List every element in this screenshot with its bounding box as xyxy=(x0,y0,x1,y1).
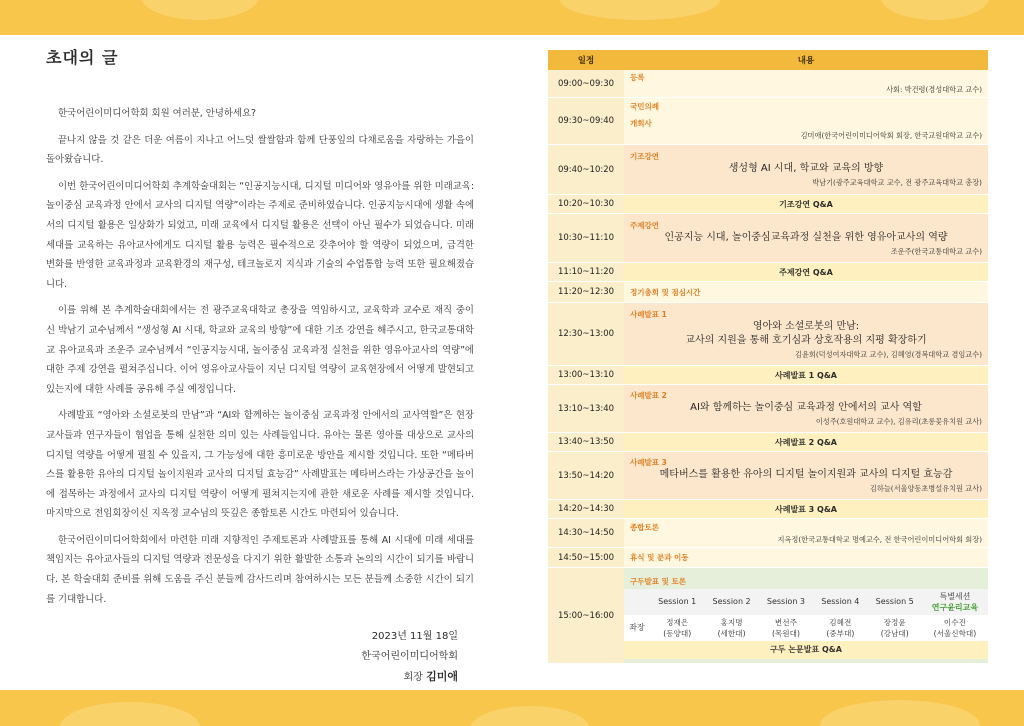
chair-row xyxy=(624,615,988,641)
row-tag: 등록 xyxy=(630,73,645,82)
chair-cell xyxy=(922,615,988,641)
row-time: 14:30~14:50 xyxy=(548,519,624,548)
table-row xyxy=(548,500,988,519)
special-session-label xyxy=(922,589,988,615)
row-presenter: 이성주(호원대학교 교수), 김유리(초롱꽃유치원 교사) xyxy=(815,417,982,426)
session-header-row xyxy=(624,589,988,615)
row-time: 14:20~14:30 xyxy=(548,500,624,519)
chair-cell xyxy=(650,615,704,641)
letter-date: 2023년 11월 18일 xyxy=(371,631,458,643)
row-time: 13:50~14:20 xyxy=(548,452,624,500)
bottom-decor-band xyxy=(0,690,1024,726)
session-label: Session 3 xyxy=(759,589,813,615)
chair-label: 좌장 xyxy=(629,623,645,632)
table-row xyxy=(548,282,988,303)
chair-affiliation: (목원대) xyxy=(771,628,800,638)
row-title: 생성형 AI 시대, 학교와 교육의 방향 xyxy=(728,163,884,174)
row-time: 14:50~15:00 xyxy=(548,548,624,568)
row-time: 15:00~16:00 xyxy=(548,568,624,664)
row-tag: 주제강연 xyxy=(630,220,659,230)
chair-cell xyxy=(759,615,813,641)
row-qa: 구두 논문발표 Q&A xyxy=(770,645,842,654)
row-tag: 기조강연 xyxy=(630,152,659,161)
chair-affiliation: (강남대) xyxy=(880,628,909,638)
document-page xyxy=(0,35,1024,690)
row-time: 09:00~09:30 xyxy=(548,70,624,98)
table-row xyxy=(548,548,988,568)
chair-cell xyxy=(704,615,758,641)
chair-affiliation: (동양대) xyxy=(663,628,692,638)
letter-paragraph: 한국어린이미디어학회에서 마련한 미래 지향적인 주제토론과 사례발표를 통해 AI 시대에 미래 세대를 책임지는 유아교사들의 디지털 역량과 전문성을 다지기 위한 활발한 소통과 논의의 시간이 되기를 바랍니다. 본 학술대회 준비를 위해 도움을 주신 분들께 감사드리며 참여하시는 모든 분들께 소중한 시간이 되기를 기대합니다. xyxy=(46,534,474,605)
chair-name: 변선주 xyxy=(774,617,797,627)
row-presenter: 사회: 박건령(경성대학교 교수) xyxy=(886,85,982,94)
session-label: Session 5 xyxy=(868,589,922,615)
row-time: 13:40~13:50 xyxy=(548,433,624,452)
row-time: 12:30~13:00 xyxy=(548,303,624,366)
table-row xyxy=(548,452,988,500)
row-tag: 사례발표 2 xyxy=(630,391,667,400)
row-tag: 종합토론 xyxy=(630,522,659,532)
chair-name: 김혜전 xyxy=(829,617,852,627)
row-time: 09:30~09:40 xyxy=(548,98,624,145)
session-label: Session 1 xyxy=(650,589,704,615)
special-session-title: 특별세션 xyxy=(939,591,971,601)
letter-paragraph: 끝나지 않을 것 같은 더운 여름이 지나고 어느덧 쌀쌀함과 함께 단풍잎의 다채로움을 자랑하는 가을이 돌아왔습니다. xyxy=(46,134,474,166)
invitation-letter xyxy=(46,45,474,688)
letter-paragraph: 이번 한국어린이미디어학회 추계학술대회는 “인공지능시대, 디지털 미디어와 영유아를 위한 미래교육: 놀이중심 교육과정 안에서 교사의 디지털 역량”이라는 주제로 준비하였습니다. 인공지능시대에 생활 속에서의 디지털 활용은 일상화가 되었고, 미래 교육에서 디지털 활용은 선택이 아닌 필수가 되었습니다. 미래 세대를 교육하는 유아교사에게도 디지털 활용 능력은 필수적으로 갖추어야 할 역량이 되었으며, 급격한 변화를 반영한 교육과정과 교육환경의 재구성, 테크놀로지 지식과 기술의 수업통합 능력 또한 필요해졌습니다. xyxy=(46,180,474,290)
chair-name: 홍지명 xyxy=(720,617,743,627)
table-row xyxy=(548,214,988,263)
row-qa: 사례발표 2 Q&A xyxy=(624,433,988,452)
chair-affiliation: (세한대) xyxy=(717,628,746,638)
chair-cell xyxy=(813,615,867,641)
chair-affiliation: (중부대) xyxy=(826,628,855,638)
chair-affiliation: (서울신학대) xyxy=(933,628,977,638)
table-row xyxy=(548,263,988,282)
header-content: 내용 xyxy=(624,50,988,70)
letter-paragraph: 사례발표 “영아와 소셜로봇의 만남”과 “AI와 함께하는 놀이중심 교육과정 안에서의 교사역할”은 현장 교사들과 연구자들이 협업을 통해 실천한 의미 있는 사례들입니다. 유아는 물론 영아를 대상으로 교사의 디지털 역량을 어떻게 펼칠 수 있을지, 그 가능성에 대한 흥미로운 방안을 제시할 것입니다. 또한 “메타버스를 활용한 유아의 디지털 놀이지원과 교사의 디지털 효능감” 사례발표는 메타버스라는 가상공간을 놀이에 접목하는 과정에서 교사의 디지털 역량이 어떻게 펼쳐지는지에 관한 새로운 사례를 제시할 것입니다. 마지막으로 전임회장이신 지옥정 교수님의 뜻깊은 종합토론 시간도 마련되어 있습니다. xyxy=(46,410,474,520)
chair-name: 장정윤 xyxy=(883,617,906,627)
row-tag: 정기총회 및 점심시간 xyxy=(630,287,701,297)
row-tag: 휴식 및 분과 이동 xyxy=(630,553,689,562)
letter-title: 초대의 글 xyxy=(46,48,119,67)
letter-org: 한국어린이미디어학회 xyxy=(361,651,458,663)
row-time: 10:30~11:10 xyxy=(548,214,624,263)
row-title: 메타버스를 활용한 유아의 디지털 놀이지원과 교사의 디지털 효능감 xyxy=(659,469,953,480)
row-presenter: 김하늘(서울양동초병설유치원 교사) xyxy=(869,484,982,493)
schedule-table xyxy=(548,50,988,664)
oral-qa-row xyxy=(624,641,988,659)
row-tag: 사례발표 3 xyxy=(630,458,667,467)
table-row xyxy=(548,70,988,98)
table-row xyxy=(548,519,988,548)
row-tag: 사례발표 1 xyxy=(630,309,667,319)
letter-paragraph: 한국어린이미디어학회 회원 여러분, 안녕하세요? xyxy=(58,108,257,119)
letter-paragraph: 이를 위해 본 추계학술대회에서는 전 광주교육대학교 총장을 역임하시고, 교육학과 교수로 재직 중이신 박남기 교수님께서 “생성형 AI 시대, 학교와 교육의 방향”에 대한 기조 강연을 해주시고, 한국교통대학교 유아교육과 조운주 교수님께서 “인공지능시대, 놀이중심 교육과정 실천을 위한 영유아교사의 역량”에 대한 주제 강연을 펼쳐주십니다. 이어 영유아교사들이 지닌 디지털 역량이 교육현장에서 어떻게 발현되고 있는지에 대한 사례를 공유해 주실 예정입니다. xyxy=(46,305,474,395)
row-tag: 구두발표 및 토론 xyxy=(630,576,686,586)
table-row xyxy=(548,98,988,145)
row-time: 11:20~12:30 xyxy=(548,282,624,303)
row-qa: 사례발표 1 Q&A xyxy=(624,366,988,385)
row-time: 13:10~13:40 xyxy=(548,385,624,433)
top-decor-band xyxy=(0,0,1024,35)
signature-block xyxy=(46,627,474,688)
schedule-header xyxy=(548,50,988,70)
row-time: 09:40~10:20 xyxy=(548,145,624,195)
session-label: Session 2 xyxy=(704,589,758,615)
signer-role: 회장 xyxy=(403,672,423,684)
row-qa: 기조강연 Q&A xyxy=(624,195,988,214)
row-qa: 사례발표 3 Q&A xyxy=(624,500,988,519)
row-title-line1: 영아와 소셜로봇의 만남: xyxy=(752,320,860,332)
row-qa: 주제강연 Q&A xyxy=(624,263,988,282)
row-title: 인공지능 시대, 놀이중심교육과정 실천을 위한 영유아교사의 역량 xyxy=(664,231,948,243)
special-session-topic: 연구윤리교육 xyxy=(931,602,979,612)
table-row xyxy=(548,568,988,664)
oral-session-table xyxy=(624,589,988,659)
row-time: 13:00~13:10 xyxy=(548,366,624,385)
header-time: 일정 xyxy=(548,50,624,70)
table-row xyxy=(548,433,988,452)
row-tag: 개회사 xyxy=(630,119,652,128)
chair-name: 정재은 xyxy=(666,617,689,627)
row-presenter: 김윤희(덕성여자대학교 교수), 김혜영(경복대학교 겸임교수) xyxy=(795,349,982,359)
session-label: Session 4 xyxy=(813,589,867,615)
chair-cell xyxy=(868,615,922,641)
row-presenter: 박남기(광주교육대학교 교수, 전 광주교육대학교 총장) xyxy=(812,178,982,187)
table-row xyxy=(548,195,988,214)
signer-name: 김미애 xyxy=(426,670,458,684)
row-title-line2: 교사의 지원을 통해 호기심과 상호작용의 지평 확장하기 xyxy=(685,334,927,346)
table-row xyxy=(548,366,988,385)
row-time: 11:10~11:20 xyxy=(548,263,624,282)
table-row xyxy=(548,385,988,433)
row-presenter: 지옥정(한국교통대학교 명예교수, 전 한국어린이미디어학회 회장) xyxy=(777,534,982,544)
row-time: 10:20~10:30 xyxy=(548,195,624,214)
table-row xyxy=(548,145,988,195)
row-title: AI와 함께하는 놀이중심 교육과정 안에서의 교사 역할 xyxy=(690,402,922,413)
row-presenter: 조운주(한국교통대학교 교수) xyxy=(890,246,982,256)
schedule-panel xyxy=(548,50,988,664)
table-row xyxy=(548,303,988,366)
row-tag: 국민의례 xyxy=(630,102,659,111)
chair-name: 이수진 xyxy=(943,617,966,627)
row-presenter: 김미애(한국어린이미디어학회 회장, 한국교원대학교 교수) xyxy=(800,131,982,140)
letter-signer xyxy=(46,667,458,688)
